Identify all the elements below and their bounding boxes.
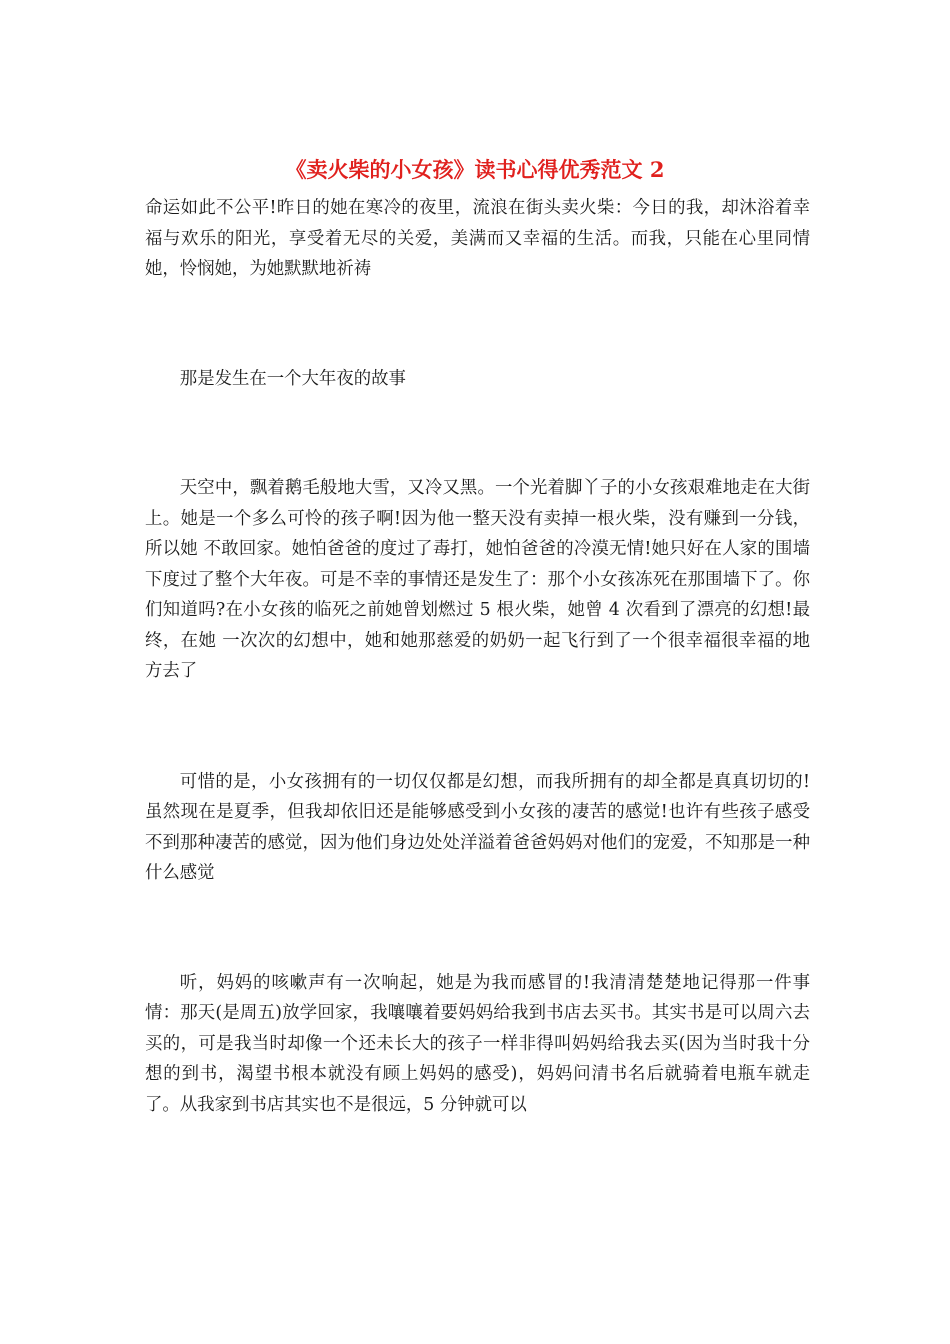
- document-title: 《卖火柴的小女孩》读书心得优秀范文 2: [285, 157, 665, 182]
- paragraph-reflection: 可惜的是，小女孩拥有的一切仅仅都是幻想，而我所拥有的却全都是真真切切的!虽然现在是夏季，但我却依旧还是能够感受到小女孩的凄苦的感觉!也许有些孩子感受不到那种凄苦的感觉，因为他们身边处处洋溢着爸爸妈妈对他们的宠爱，不知那是一种什么感觉: [145, 771, 810, 883]
- paragraph-memory: 听，妈妈的咳嗽声有一次响起，她是为我而感冒的!我清清楚楚地记得那一件事情：那天(是周五)放学回家，我嚷嚷着要妈妈给我到书店去买书。其实书是可以周六去买的，可是我当时却像一个还未长大的孩子一样非得叫妈妈给我去买(因为当时我十分想的到书，渴望书根本就没有顾上妈妈的感受)，妈妈问清书名后就骑着电瓶车就走了。从我家到书店其实也不是很远，5 分钟就可以: [145, 972, 810, 1115]
- paragraph-intro: 命运如此不公平!昨日的她在寒冷的夜里，流浪在街头卖火柴：今日的我，却沐浴着幸福与欢乐的阳光，享受着无尽的关爱，美满而又幸福的生活。而我，只能在心里同情她，怜悯她，为她默默地祈祷: [145, 198, 810, 279]
- paragraph-story: 天空中，飘着鹅毛般地大雪，又冷又黑。一个光着脚丫子的小女孩艰难地走在大街上。她是一个多么可怜的孩子啊!因为他一整天没有卖掉一根火柴，没有赚到一分钱，所以她 不敢回家。她怕爸爸的度过了毒打，她怕爸爸的冷漠无情!她只好在人家的围墙下度过了整个大年夜。可是不幸的事情还是发生了：那个小女孩冻死在那围墙下了。你们知道吗?在小女孩的临死之前她曾划燃过 5 根火柴，她曾 4 次看到了漂亮的幻想!最终，在她 一次次的幻想中，她和她那慈爱的奶奶一起飞行到了一个很幸福很幸福的地方去了: [145, 478, 810, 681]
- paragraph-story-opening: 那是发生在一个大年夜的故事: [179, 368, 406, 389]
- document-body: [145, 193, 810, 1120]
